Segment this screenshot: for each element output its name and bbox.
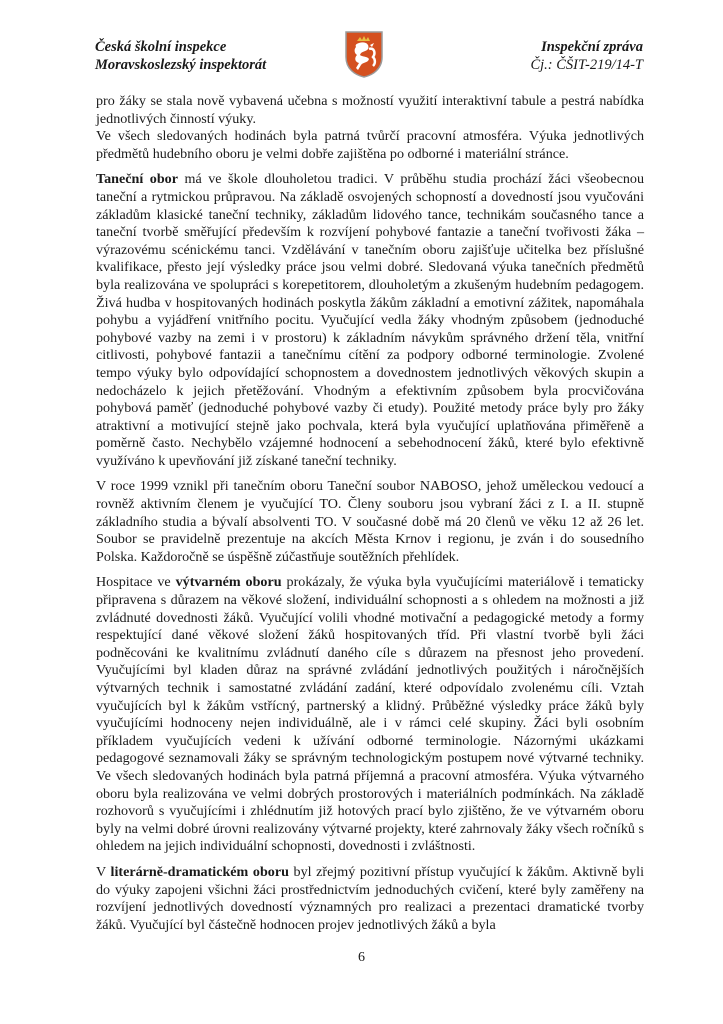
reference-number: Čj.: ČŠIT-219/14-T xyxy=(530,57,643,73)
org-name: Česká školní inspekce xyxy=(95,39,227,55)
page-header xyxy=(95,38,643,88)
paragraph: Ve všech sledovaných hodinách byla patrná tvůrčí pracovní atmosféra. Výuka jednotlivých předmětů hudebního oboru je velmi dobře zajištěna po odborné i materiální stránce. xyxy=(96,128,644,162)
section-term-drama: literárně-dramatickém oboru xyxy=(110,863,289,880)
paragraph-naboso: V roce 1999 vznikl při tanečním oboru Taneční soubor NABOSO, jehož uměleckou vedoucí a rovněž aktivním členem je vyučující TO. Členy souboru jsou vybraní žáci z I. a II. stupně základního studia a bývalí absolventi TO. V současné době má 20 členů ve věku 12 až 26 let. Soubor se pravidelně prezentuje na akcích Města Krnov i regionu, je zván i do sousedního Polska. Každoročně se úspěšně zúčastňuje soutěžních přehlídek. xyxy=(96,478,644,565)
paragraph-drama xyxy=(96,864,644,934)
paragraph-text: Hospitace ve xyxy=(96,574,176,591)
paragraph-art xyxy=(96,574,644,856)
document-body xyxy=(96,93,644,934)
paragraph-dance xyxy=(96,171,644,470)
section-term-art: výtvarném oboru xyxy=(175,574,282,591)
page-number: 6 xyxy=(358,950,365,965)
org-unit: Moravskoslezský inspektorát xyxy=(95,57,267,73)
paragraph-text: prokázaly, že výuka byla vyučujícími materiálově i tematicky připravena s důrazem na věkové složení, individuální schopnosti a s ohledem na možnosti a již zvládnuté dovednosti žáků. Vyučující volili vhodné motivační a pedagogické metody a formy respektující dané věkové složení žáků hospitovaných tříd. Při vlastní tvorbě byli žáci podněcováni ke kvalitnímu zvládnutí daného cíle s důrazem na přesnost jeho provedení. Vyučujícími byl kladen důraz na správné zvládání jednotlivých použitých i náročnějších výtvarných technik i samostatné zvládání zadání, které odpovídalo zvolenému cíli. Vztah vyučujících byl k žákům vstřícný, partnerský a klidný. Průběžné výsledky práce žáků byly vyučujícími hodnoceny nejen individuálně, ale i v rámci celé skupiny. Žáci byli osobním příkladem vyučujících vedeni k užívání odborné terminologie. Názornými ukázkami pedagogové seznamovali žáky se správným technologickým postupem nové výtvarné techniky. Ve všech sledovaných hodinách byla patrná příjemná a pracovní atmosféra. Výuka výtvarného oboru byla realizována ve velmi dobrých prostorových i materiálních podmínkách. Na základě rozhovorů s vyučujícími i zhlédnutím již hotových prací bylo zjištěno, že ve výtvarném oboru byly na velmi dobré úrovni realizovány výtvarné projekty, které zahrnovaly žáky všech ročníků s ohledem na jejich individuální schopnosti, dovednosti i zvláštnosti. xyxy=(96,574,644,855)
paragraph: pro žáky se stala nově vybavená učebna s možností využití interaktivní tabule a pestrá nabídka jednotlivých činností výuky. xyxy=(96,93,644,127)
header-right xyxy=(530,38,643,74)
section-term-dance: Taneční obor xyxy=(96,171,178,188)
paragraph-text: V xyxy=(96,863,111,880)
header-left xyxy=(95,38,266,74)
paragraph-text: má ve škole dlouholetou tradici. V průběhu studia prochází žáci všeobecnou taneční a rytmickou průpravou. Na základě osvojených schopností a dovedností jsou vyučováni základům klasické taneční techniky, základům lidového tance, technikám současného tance a taneční tvorbě směřující především k rozvíjení pohybové fantazie a taneční tvořivosti žáka – výrazovému scénickému tanci. Vzdělávání v tanečním oboru zajišťuje učitelka bez příslušné kvalifikace, přesto její výsledky práce jsou velmi dobré. Sledovaná výuka tanečních předmětů byla realizována ve spolupráci s korepetitorem, dlouholetým a zkušeným hudebním pedagogem. Živá hudba v hospitovaných hodinách poskytla žákům základní a emotivní zážitek, napomáhala pohybu a vyjádření vnitřního pocitu. Vyučující vedla žáky vhodným způsobem (jednoduché pohybové vazby na zemi i v prostoru) k základním návykům správného držení těla, vnitřní citlivosti, pohybové fantazii a tanečnímu cítění za podpory odborné terminologie. Zvolené tempo výuky bylo odpovídající schopnostem a dovednostem jednotlivých věkových skupin a nedocházelo k jejich přetěžování. Vhodným a efektivním způsobem byla procvičována pohybová paměť (jednoduché pohybové vazby či etudy). Použité metody práce byly pro žáky atraktivní a motivující stejně jako pochvala, která byla vyučující uplatňována přiměřeně a poměrně často. Nechybělo vzájemné hodnocení a sebehodnocení žáků, které bylo efektivně využíváno k upevňování již získané taneční techniky. xyxy=(96,171,644,469)
paragraph-text: byl zřejmý pozitivní přístup vyučující k žákům. Aktivně byli do výuky zapojeni všichni žáci prostřednictvím jednoduchých cvičení, které byly zaměřeny na rozvíjení jednotlivých dovedností významných pro realizaci a prezentaci dramatické tvorby žáků. Vyučující byl částečně hodnocen projev jednotlivých žáků a byla xyxy=(96,863,644,933)
document-type: Inspekční zpráva xyxy=(541,39,643,55)
czech-coat-of-arms-icon xyxy=(343,29,385,79)
